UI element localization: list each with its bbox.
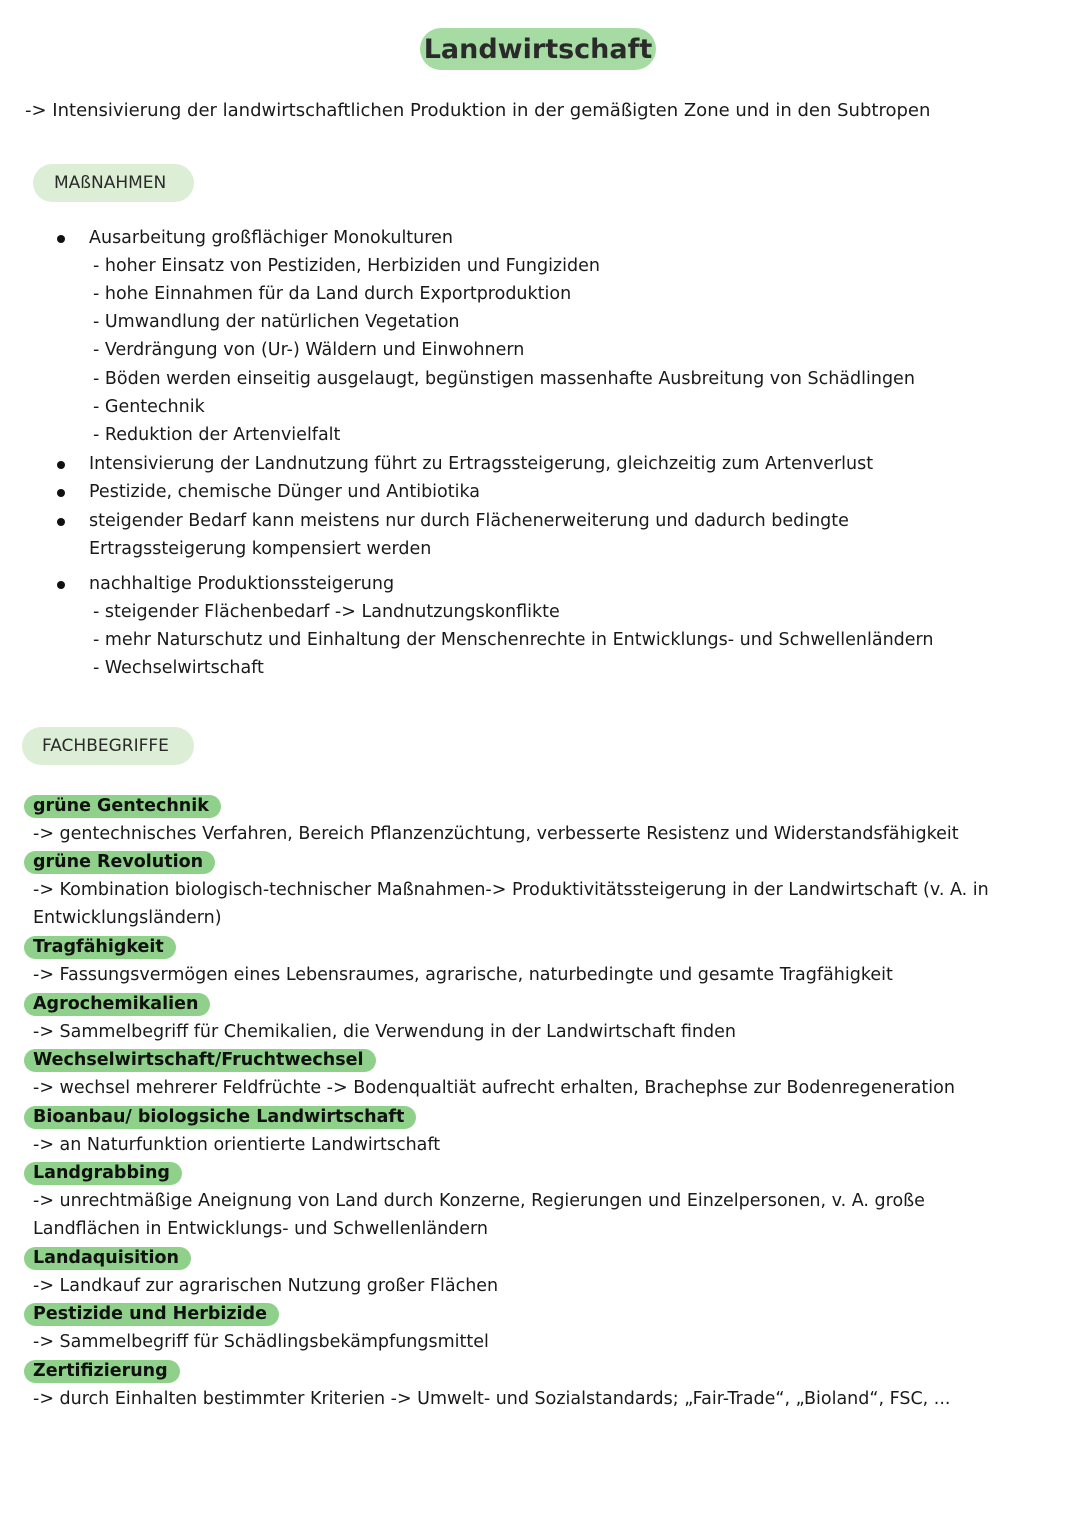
term-definition: -> gentechnisches Verfahren, Bereich Pflanzenzüchtung, verbesserte Resistenz und Widerstandsfähigkeit [33,824,959,844]
term-label: Bioanbau/ biologsiche Landwirtschaft [24,1106,416,1129]
term-label: Wechselwirtschaft/Fruchtwechsel [24,1049,376,1072]
bullet-item: nachhaltige Produktionssteigerung [89,574,395,594]
term-definition: -> durch Einhalten bestimmter Kriterien -> Umwelt- und Sozialstandards; „Fair-Trade“, „Bioland“, FSC, ... [33,1389,951,1409]
sub-item: - mehr Naturschutz und Einhaltung der Menschenrechte in Entwicklungs- und Schwellenländern [93,630,934,650]
term-definition: -> Sammelbegriff für Schädlingsbekämpfungsmittel [33,1332,489,1352]
sub-item: - steigender Flächenbedarf -> Landnutzungskonflikte [93,602,560,622]
term-definition: -> Kombination biologisch-technischer Maßnahmen-> Produktivitätssteigerung in der Landwirtschaft (v. A. in [33,880,989,900]
bullet-item: steigender Bedarf kann meistens nur durch Flächenerweiterung und dadurch bedingte [89,511,849,531]
bullet-item: Intensivierung der Landnutzung führt zu Ertragssteigerung, gleichzeitig zum Artenverlust [89,454,874,474]
term-label: Zertifizierung [24,1360,180,1383]
sub-item: - Wechselwirtschaft [93,658,264,678]
term-definition: -> Fassungsvermögen eines Lebensraumes, agrarische, naturbedingte und gesamte Tragfähigkeit [33,965,893,985]
bullet-dot [57,461,65,469]
term-definition: -> Sammelbegriff für Chemikalien, die Verwendung in der Landwirtschaft finden [33,1022,736,1042]
bullet-dot [57,518,65,526]
term-definition: -> Landkauf zur agrarischen Nutzung großer Flächen [33,1276,499,1296]
term-label: Landaquisition [24,1247,191,1270]
bullet-item-continuation: Ertragssteigerung kompensiert werden [89,539,432,559]
term-label: grüne Revolution [24,851,215,874]
sub-item: - Böden werden einseitig ausgelaugt, begünstigen massenhafte Ausbreitung von Schädlingen [93,369,915,389]
sub-item: - hoher Einsatz von Pestiziden, Herbiziden und Fungiziden [93,256,600,276]
term-label: Landgrabbing [24,1162,182,1185]
term-definition: Landflächen in Entwicklungs- und Schwellenländern [33,1219,489,1239]
term-definition: -> wechsel mehrerer Feldfrüchte -> Bodenqualtiät aufrecht erhalten, Brachephse zur Bodenregeneration [33,1078,955,1098]
massnahmen-heading: MAßNAHMEN [33,164,194,202]
fachbegriffe-heading: FACHBEGRIFFE [22,727,194,765]
sub-item: - Gentechnik [93,397,205,417]
bullet-item: Pestizide, chemische Dünger und Antibiotika [89,482,481,502]
sub-item: - Verdrängung von (Ur-) Wäldern und Einwohnern [93,340,525,360]
term-label: grüne Gentechnik [24,795,221,818]
term-label: Tragfähigkeit [24,936,176,959]
sub-item: - Umwandlung der natürlichen Vegetation [93,312,460,332]
sub-item: - hohe Einnahmen für da Land durch Exportproduktion [93,284,572,304]
term-definition: Entwicklungsländern) [33,908,222,928]
bullet-dot [57,235,65,243]
term-label: Agrochemikalien [24,993,210,1016]
bullet-dot [57,581,65,589]
intro-line: -> Intensivierung der landwirtschaftlichen Produktion in der gemäßigten Zone und in den Subtropen [25,100,931,121]
page-title: Landwirtschaft [420,28,656,70]
bullet-dot [57,489,65,497]
term-definition: -> an Naturfunktion orientierte Landwirtschaft [33,1135,441,1155]
bullet-item: Ausarbeitung großflächiger Monokulturen [89,228,453,248]
term-label: Pestizide und Herbizide [24,1303,279,1326]
sub-item: - Reduktion der Artenvielfalt [93,425,341,445]
term-definition: -> unrechtmäßige Aneignung von Land durch Konzerne, Regierungen und Einzelpersonen, v. A. große [33,1191,925,1211]
